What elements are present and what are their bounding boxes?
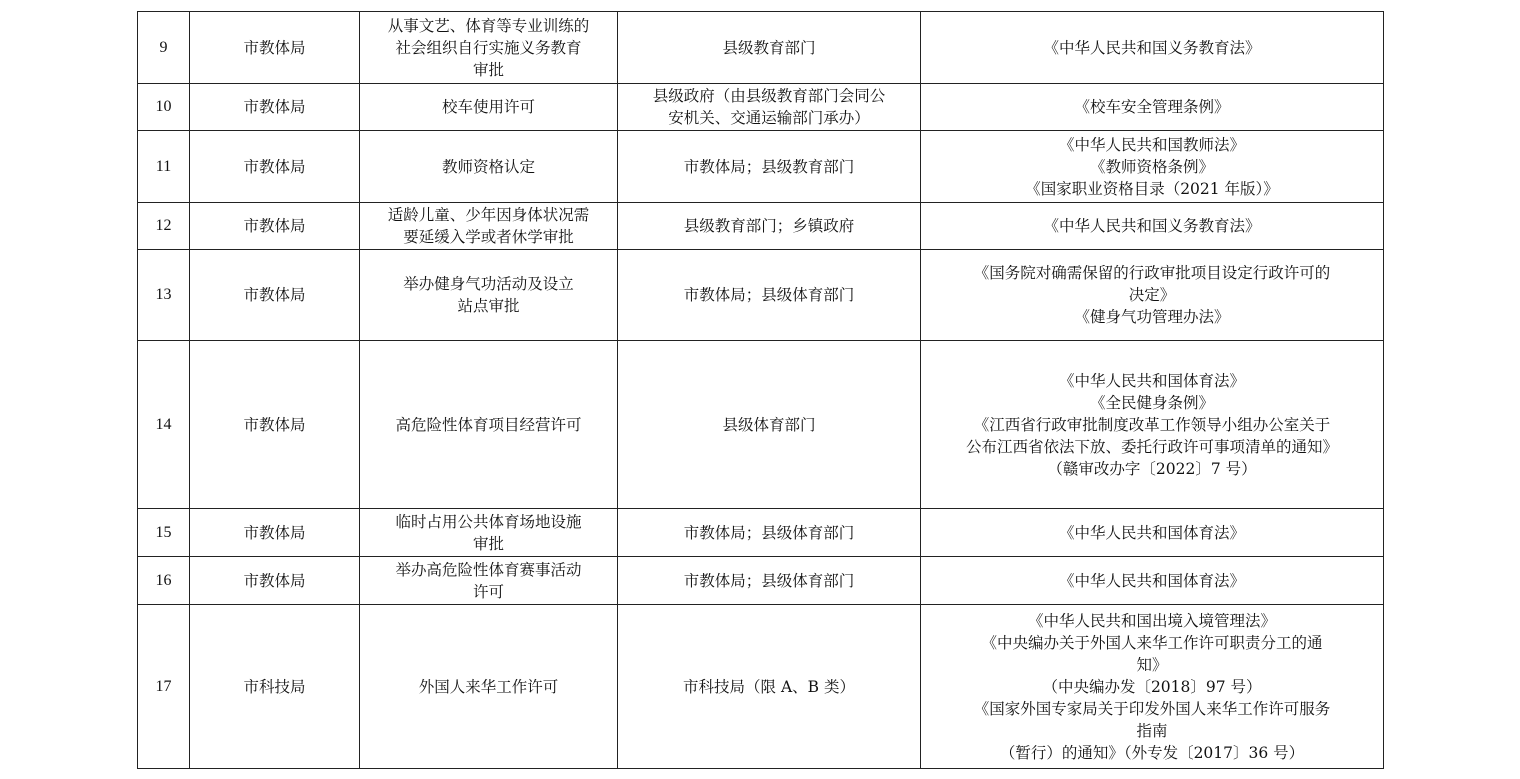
permit-item-cell-line: 教师资格认定	[441, 157, 535, 176]
table-row	[138, 12, 1384, 84]
legal-basis-cell-line: （暂行）的通知》（外专发〔2017〕36 号）	[999, 743, 1305, 762]
implementing-body-cell-line: 市教体局；县级体育部门	[683, 523, 855, 542]
implementing-body-cell	[618, 341, 921, 509]
permit-item-cell	[360, 341, 618, 509]
permit-item-cell	[360, 12, 618, 84]
permit-item-cell-line: 高危险性体育项目经营许可	[395, 415, 582, 434]
legal-basis-cell	[921, 250, 1384, 341]
department-cell: 市教体局	[190, 12, 360, 84]
implementing-body-cell	[618, 12, 921, 84]
legal-basis-cell-line: 《全民健身条例》	[1089, 393, 1214, 412]
table-body	[138, 12, 1384, 769]
legal-basis-cell	[921, 203, 1384, 250]
permit-item-cell-line: 适龄儿童、少年因身体状况需	[387, 206, 590, 224]
implementing-body-cell-line: 市教体局；县级体育部门	[683, 286, 855, 304]
row-number-cell: 13	[138, 250, 190, 341]
legal-basis-cell-line: 《健身气功管理办法》	[1074, 308, 1230, 326]
table-row	[138, 341, 1384, 509]
table-row	[138, 605, 1384, 769]
row-number-cell: 15	[138, 509, 190, 557]
legal-basis-cell-line: 决定》	[1128, 286, 1176, 304]
department-cell: 市教体局	[190, 557, 360, 605]
row-number-cell: 17	[138, 605, 190, 769]
table-row	[138, 131, 1384, 203]
implementing-body-cell-line: 安机关、交通运输部门承办）	[668, 109, 870, 127]
permit-item-cell-line: 从事文艺、体育等专业训练的	[387, 16, 590, 35]
implementing-body-cell-line: 县级教育部门	[722, 38, 816, 57]
implementing-body-cell	[618, 84, 921, 131]
legal-basis-cell	[921, 605, 1384, 769]
implementing-body-cell	[618, 605, 921, 769]
legal-basis-cell-line: （中央编办发〔2018〕97 号）	[1042, 677, 1262, 696]
row-number-cell: 9	[138, 12, 190, 84]
legal-basis-cell-line: 《中华人民共和国体育法》	[1058, 571, 1245, 590]
permit-item-cell	[360, 605, 618, 769]
permit-item-cell-line: 社会组织自行实施义务教育	[395, 38, 582, 57]
permit-item-cell	[360, 557, 618, 605]
implementing-body-cell-line: 县级体育部门	[722, 415, 816, 434]
row-number-cell: 11	[138, 131, 190, 203]
department-cell: 市教体局	[190, 341, 360, 509]
department-cell: 市教体局	[190, 250, 360, 341]
legal-basis-cell	[921, 509, 1384, 557]
permit-item-cell-line: 许可	[472, 582, 504, 601]
permit-item-cell-line: 审批	[472, 60, 504, 79]
legal-basis-cell-line: 《中华人民共和国义务教育法》	[1043, 217, 1261, 235]
legal-basis-cell-line: 公布江西省依法下放、委托行政许可事项清单的通知》	[965, 437, 1338, 456]
permit-item-cell-line: 举办高危险性体育赛事活动	[395, 560, 582, 579]
legal-basis-cell	[921, 84, 1384, 131]
legal-basis-cell-line: 《教师资格条例》	[1089, 157, 1214, 176]
implementing-body-cell-line: 市教体局；县级教育部门	[683, 157, 855, 176]
row-number-cell: 12	[138, 203, 190, 250]
legal-basis-cell	[921, 341, 1384, 509]
implementing-body-cell	[618, 557, 921, 605]
permit-item-cell-line: 举办健身气功活动及设立	[403, 275, 574, 293]
implementing-body-cell-line: 市教体局；县级体育部门	[683, 571, 855, 590]
permit-item-cell-line: 外国人来华工作许可	[418, 677, 559, 696]
legal-basis-cell-line: 《中华人民共和国体育法》	[1058, 371, 1245, 390]
legal-basis-cell-line: 《中华人民共和国体育法》	[1058, 523, 1245, 542]
implementing-body-cell	[618, 203, 921, 250]
legal-basis-cell-line: （赣审改办字〔2022〕7 号）	[1047, 459, 1257, 478]
legal-basis-cell	[921, 12, 1384, 84]
permit-items-table	[137, 11, 1384, 769]
table-row	[138, 250, 1384, 341]
department-cell: 市教体局	[190, 203, 360, 250]
row-number-cell: 16	[138, 557, 190, 605]
implementing-body-cell-line: 市科技局（限 A、B 类）	[683, 677, 855, 696]
legal-basis-cell-line: 《中华人民共和国教师法》	[1058, 135, 1245, 154]
table-row	[138, 509, 1384, 557]
row-number-cell: 14	[138, 341, 190, 509]
implementing-body-cell	[618, 131, 921, 203]
permit-item-cell-line: 要延缓入学或者休学审批	[403, 228, 574, 246]
table-row	[138, 84, 1384, 131]
permit-item-cell-line: 校车使用许可	[441, 98, 535, 116]
permit-item-cell	[360, 131, 618, 203]
legal-basis-cell-line: 《中华人民共和国出境入境管理法》	[1027, 611, 1276, 630]
legal-basis-cell-line: 《中央编办关于外国人来华工作许可职责分工的通	[981, 633, 1323, 652]
permit-item-cell-line: 临时占用公共体育场地设施	[395, 512, 582, 531]
legal-basis-cell	[921, 557, 1384, 605]
legal-basis-cell-line: 《江西省行政审批制度改革工作领导小组办公室关于	[973, 415, 1331, 434]
department-cell: 市教体局	[190, 509, 360, 557]
department-cell: 市教体局	[190, 131, 360, 203]
permit-item-cell-line: 审批	[472, 534, 504, 553]
department-cell: 市科技局	[190, 605, 360, 769]
row-number-cell: 10	[138, 84, 190, 131]
implementing-body-cell	[618, 250, 921, 341]
permit-item-cell	[360, 84, 618, 131]
implementing-body-cell-line: 县级教育部门；乡镇政府	[683, 217, 855, 235]
implementing-body-cell	[618, 509, 921, 557]
table-row	[138, 203, 1384, 250]
legal-basis-cell-line: 指南	[1136, 721, 1168, 740]
legal-basis-cell	[921, 131, 1384, 203]
implementing-body-cell-line: 县级政府（由县级教育部门会同公	[652, 87, 886, 105]
table-row	[138, 557, 1384, 605]
permit-item-cell	[360, 203, 618, 250]
legal-basis-cell-line: 知》	[1136, 655, 1168, 674]
legal-basis-cell-line: 《中华人民共和国义务教育法》	[1043, 38, 1261, 57]
permit-item-cell-line: 站点审批	[457, 297, 520, 315]
legal-basis-cell-line: 《国务院对确需保留的行政审批项目设定行政许可的	[973, 264, 1331, 282]
legal-basis-cell-line: 《国家外国专家局关于印发外国人来华工作许可服务	[973, 699, 1331, 718]
permit-item-cell	[360, 250, 618, 341]
permit-item-cell	[360, 509, 618, 557]
legal-basis-cell-line: 《国家职业资格目录（2021 年版）》	[1025, 179, 1279, 198]
legal-basis-cell-line: 《校车安全管理条例》	[1074, 98, 1230, 116]
department-cell: 市教体局	[190, 84, 360, 131]
